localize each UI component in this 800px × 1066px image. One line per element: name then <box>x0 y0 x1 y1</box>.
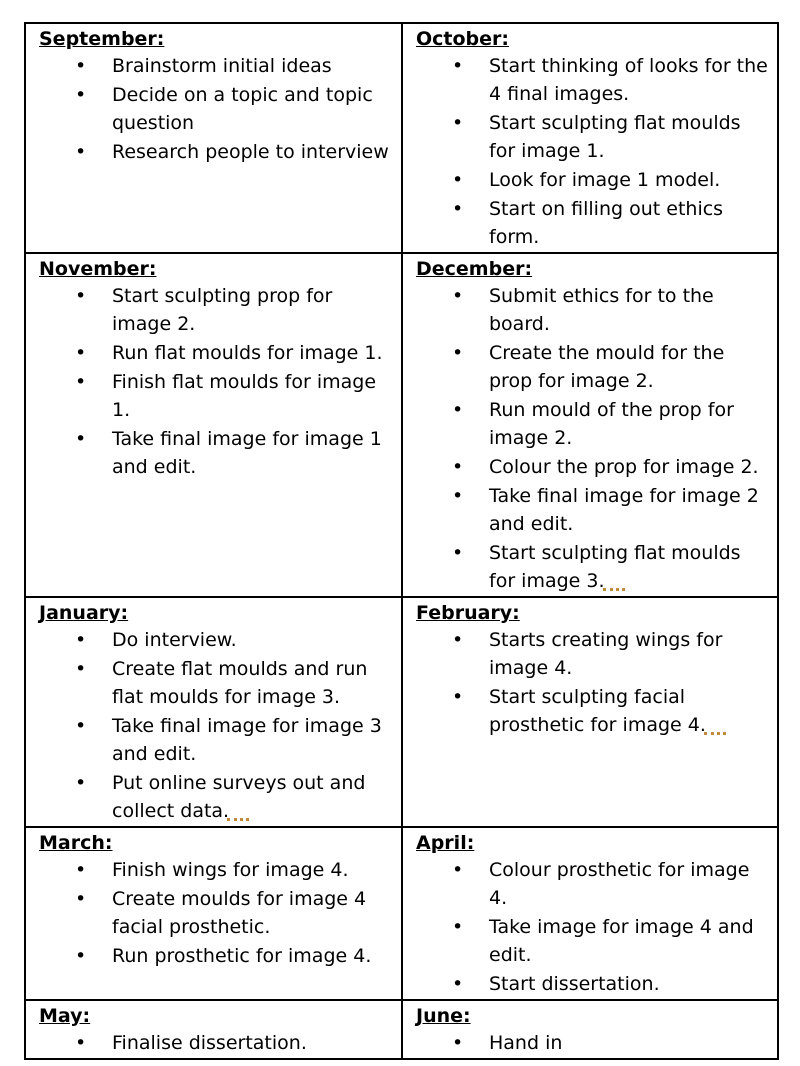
list-item: • Brainstorm initial ideas <box>112 52 395 80</box>
month-cell-september <box>25 23 402 253</box>
list-item: • Start on filling out ethics form. <box>489 195 771 251</box>
list-item: • Finish flat moulds for image 1. <box>112 368 395 424</box>
grammar-squiggle <box>603 588 625 591</box>
list-item: • Create flat moulds and run flat moulds for image 3. <box>112 655 395 711</box>
month-cell-june <box>402 1000 778 1059</box>
month-heading: December: <box>416 258 533 280</box>
list-item <box>489 539 771 595</box>
timeline-table <box>24 22 779 1060</box>
list-item: • Decide on a topic and topic question <box>112 81 395 137</box>
list-item: • Run flat moulds for image 1. <box>112 339 395 367</box>
month-heading: June: <box>416 1005 471 1027</box>
task-list <box>38 856 395 970</box>
table-row <box>25 597 778 827</box>
month-cell-october <box>402 23 778 253</box>
table-row <box>25 23 778 253</box>
month-heading: January: <box>39 602 129 624</box>
list-item: • Submit ethics for to the board. <box>489 282 771 338</box>
table-row <box>25 253 778 597</box>
list-item: • Finish wings for image 4. <box>112 856 395 884</box>
month-cell-march <box>25 827 402 1000</box>
list-item: • Take final image for image 1 and edit. <box>112 425 395 481</box>
month-heading: October: <box>416 28 510 50</box>
list-item: • Create the mould for the prop for image 2. <box>489 339 771 395</box>
list-item: • Start dissertation. <box>489 970 771 998</box>
task-list <box>38 52 395 166</box>
month-cell-february <box>402 597 778 827</box>
list-item: • Take final image for image 2 and edit. <box>489 482 771 538</box>
month-cell-may <box>25 1000 402 1059</box>
task-list <box>38 1029 395 1057</box>
month-heading: May: <box>39 1005 91 1027</box>
list-item: • Start sculpting prop for image 2. <box>112 282 395 338</box>
list-item: • Run prosthetic for image 4. <box>112 942 395 970</box>
task-list <box>415 282 771 595</box>
task-list <box>415 856 771 998</box>
month-heading: February: <box>416 602 520 624</box>
table-row <box>25 1000 778 1059</box>
list-item-text: Start sculpting flat moulds for image 3. <box>489 542 741 592</box>
grammar-squiggle <box>704 732 726 735</box>
list-item: • Start thinking of looks for the 4 final images. <box>489 52 771 108</box>
list-item: • Run mould of the prop for image 2. <box>489 396 771 452</box>
month-heading: March: <box>39 832 113 854</box>
month-cell-november <box>25 253 402 597</box>
list-item <box>112 769 395 825</box>
list-item: • Take image for image 4 and edit. <box>489 913 771 969</box>
task-list <box>415 626 771 739</box>
task-list <box>415 1029 771 1057</box>
list-item: • Finalise dissertation. <box>112 1029 395 1057</box>
grammar-squiggle <box>227 818 249 821</box>
month-heading: April: <box>416 832 475 854</box>
list-item: • Create moulds for image 4 facial prosthetic. <box>112 885 395 941</box>
table-row <box>25 827 778 1000</box>
task-list <box>38 282 395 481</box>
list-item: • Colour the prop for image 2. <box>489 453 771 481</box>
task-list <box>415 52 771 251</box>
month-heading: November: <box>39 258 157 280</box>
list-item: • Look for image 1 model. <box>489 166 771 194</box>
list-item-text: Start sculpting facial prosthetic for image 4. <box>489 686 706 736</box>
list-item: • Hand in <box>489 1029 771 1057</box>
month-cell-january <box>25 597 402 827</box>
list-item: • Take final image for image 3 and edit. <box>112 712 395 768</box>
month-cell-december <box>402 253 778 597</box>
month-heading: September: <box>39 28 165 50</box>
list-item-text: Put online surveys out and collect data. <box>112 772 366 822</box>
task-list <box>38 626 395 825</box>
list-item: • Do interview. <box>112 626 395 654</box>
month-cell-april <box>402 827 778 1000</box>
list-item <box>489 683 771 739</box>
list-item: • Start sculpting flat moulds for image 1. <box>489 109 771 165</box>
list-item: • Research people to interview <box>112 138 395 166</box>
list-item: • Starts creating wings for image 4. <box>489 626 771 682</box>
list-item: • Colour prosthetic for image 4. <box>489 856 771 912</box>
